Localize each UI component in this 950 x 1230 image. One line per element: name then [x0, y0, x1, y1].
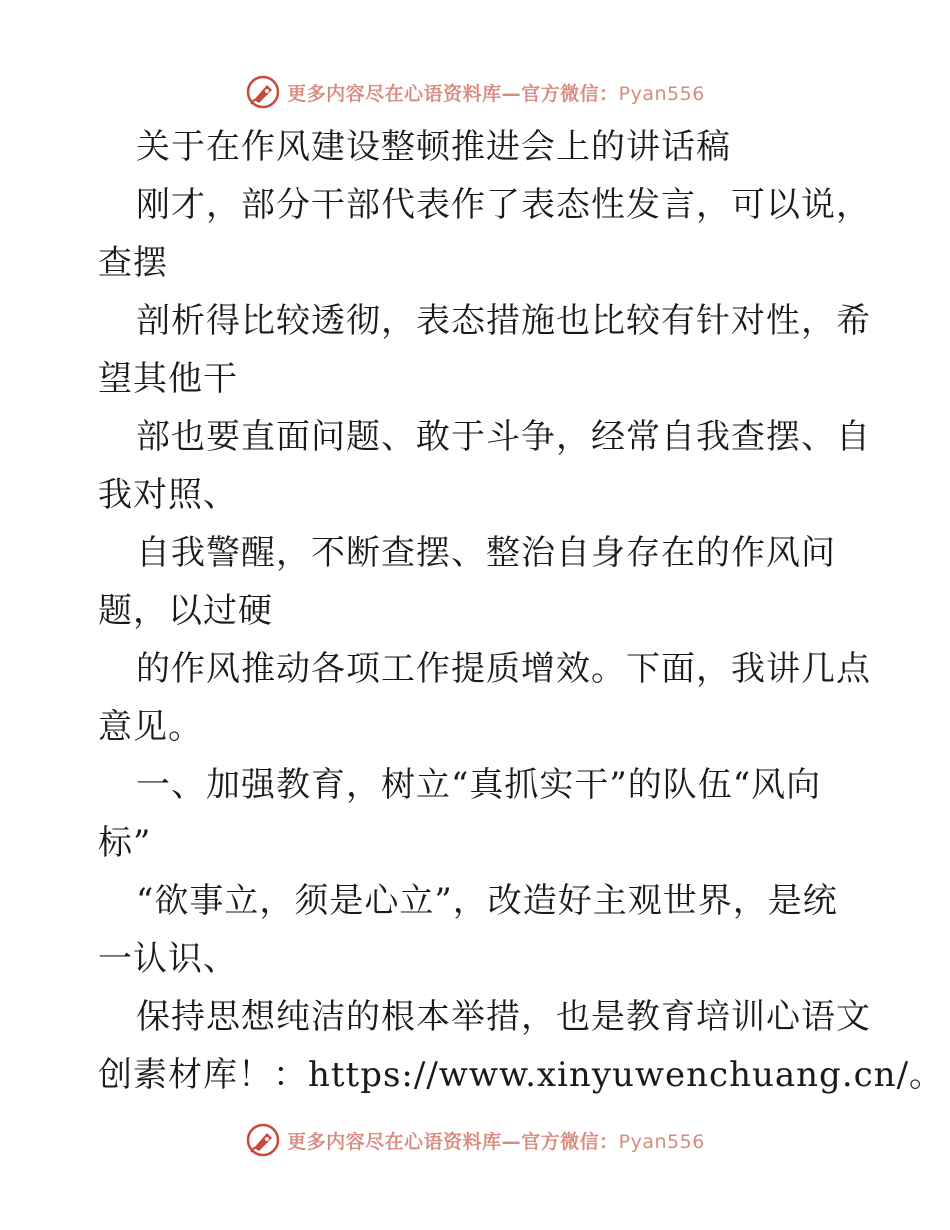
watermark-wechat-id: Pyan556 [618, 1130, 705, 1153]
watermark-text [287, 79, 705, 106]
doc-line: 刚才，部分干部代表作了表态性发言，可以说， [136, 185, 871, 225]
watermark-text [287, 1127, 705, 1154]
document-body [98, 118, 945, 1104]
doc-line: 意见。 [98, 707, 203, 747]
doc-line: 关于在作风建设整顿推进会上的讲话稿 [136, 127, 731, 167]
watermark-label: 更多内容尽在心语资料库—官方微信： [287, 1130, 619, 1153]
watermark-wechat-id: Pyan556 [618, 82, 705, 105]
doc-line: 标” [98, 823, 152, 863]
doc-line: 创素材库！：https://www.xinyuwenchuang.cn/。 [98, 1055, 945, 1095]
doc-line: 自我警醒，不断查摆、整治自身存在的作风问 [136, 533, 836, 573]
doc-line: 的作风推动各项工作提质增效。下面，我讲几点 [136, 649, 871, 689]
doc-line: 部也要直面问题、敢于斗争，经常自我查摆、自 [136, 417, 871, 457]
doc-line: “欲事立，须是心立”，改造好主观世界，是统 [136, 881, 838, 921]
footer-watermark [0, 1120, 950, 1160]
header-watermark [0, 72, 950, 112]
pen-nib-logo-icon [245, 1122, 281, 1158]
doc-line: 一认识、 [98, 939, 238, 979]
doc-line: 我对照、 [98, 475, 238, 515]
doc-line: 剖析得比较透彻，表态措施也比较有针对性，希 [136, 301, 871, 341]
doc-line: 一、加强教育，树立“真抓实干”的队伍“风向 [136, 765, 822, 805]
doc-line: 查摆 [98, 243, 168, 283]
pen-nib-logo-icon [245, 74, 281, 110]
doc-line: 题，以过硬 [98, 591, 273, 631]
watermark-label: 更多内容尽在心语资料库—官方微信： [287, 82, 619, 105]
doc-line: 保持思想纯洁的根本举措，也是教育培训心语文 [136, 997, 871, 1037]
doc-line: 望其他干 [98, 359, 238, 399]
